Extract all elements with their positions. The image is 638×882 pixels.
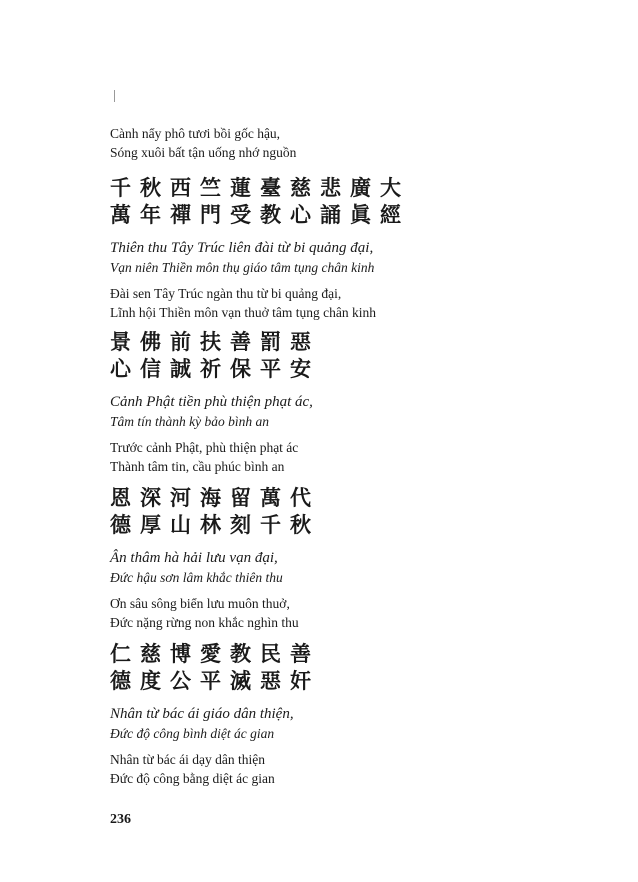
meaning-line: Đức độ công bằng diệt ác gian: [110, 771, 275, 786]
transliteration-1: [110, 238, 530, 277]
han-line: 景佛前扶善罰惡: [110, 329, 320, 354]
transliteration-3: [110, 548, 530, 587]
translit-line: Vạn niên Thiền môn thụ giáo tâm tụng chân kinh: [110, 260, 375, 275]
translit-line: Nhân từ bác ái giáo dân thiện,: [110, 706, 294, 722]
document-page: [110, 0, 530, 882]
meaning-1: [110, 284, 530, 322]
han-line: 恩深河海留萬代: [110, 485, 320, 510]
translit-line: Tâm tín thành kỳ bảo bình an: [110, 414, 269, 429]
translit-line: Đức hậu sơn lâm khắc thiên thu: [110, 570, 283, 585]
meaning-2: [110, 438, 530, 476]
han-line: 千秋西竺蓮臺慈悲廣大: [110, 175, 410, 200]
han-line: 心信誠祈保平安: [110, 356, 320, 381]
meaning-line: Nhân từ bác ái dạy dân thiện: [110, 752, 266, 767]
meaning-line: Lĩnh hội Thiền môn vạn thuở tâm tụng chân kinh: [110, 305, 376, 320]
han-line: 德度公平滅惡奸: [110, 668, 320, 693]
meaning-line: Đức nặng rừng non khắc nghìn thu: [110, 615, 299, 630]
han-line: 德厚山林刻千秋: [110, 512, 320, 537]
translit-line: Ân thâm hà hải lưu vạn đại,: [110, 550, 278, 566]
translit-line: Cảnh Phật tiền phù thiện phạt ác,: [110, 394, 313, 410]
han-line: 仁慈博愛教民善: [110, 641, 320, 666]
intro-couplet: [110, 124, 530, 162]
han-couplet-4: [110, 640, 530, 694]
han-line: 萬年禪門受教心誦眞經: [110, 202, 410, 227]
meaning-3: [110, 594, 530, 632]
translit-line: Đức độ công bình diệt ác gian: [110, 726, 275, 741]
transliteration-4: [110, 704, 530, 743]
meaning-line: Ơn sâu sông biển lưu muôn thuở,: [110, 596, 290, 611]
intro-line-1: Cành nẩy phô tươi bồi gốc hậu,: [110, 126, 281, 141]
meaning-4: [110, 750, 530, 788]
page-number: 236: [110, 812, 131, 827]
meaning-line: Thành tâm tin, cầu phúc bình an: [110, 459, 285, 474]
meaning-line: Đài sen Tây Trúc ngàn thu từ bi quảng đại,: [110, 286, 342, 301]
han-couplet-2: [110, 328, 530, 382]
meaning-line: Trước cảnh Phật, phù thiện phạt ác: [110, 440, 299, 455]
intro-line-2: Sóng xuôi bất tận uống nhớ nguồn: [110, 145, 297, 160]
han-couplet-3: [110, 484, 530, 538]
translit-line: Thiên thu Tây Trúc liên đài từ bi quảng đại,: [110, 240, 374, 256]
han-couplet-1: [110, 174, 530, 228]
transliteration-2: [110, 392, 530, 431]
